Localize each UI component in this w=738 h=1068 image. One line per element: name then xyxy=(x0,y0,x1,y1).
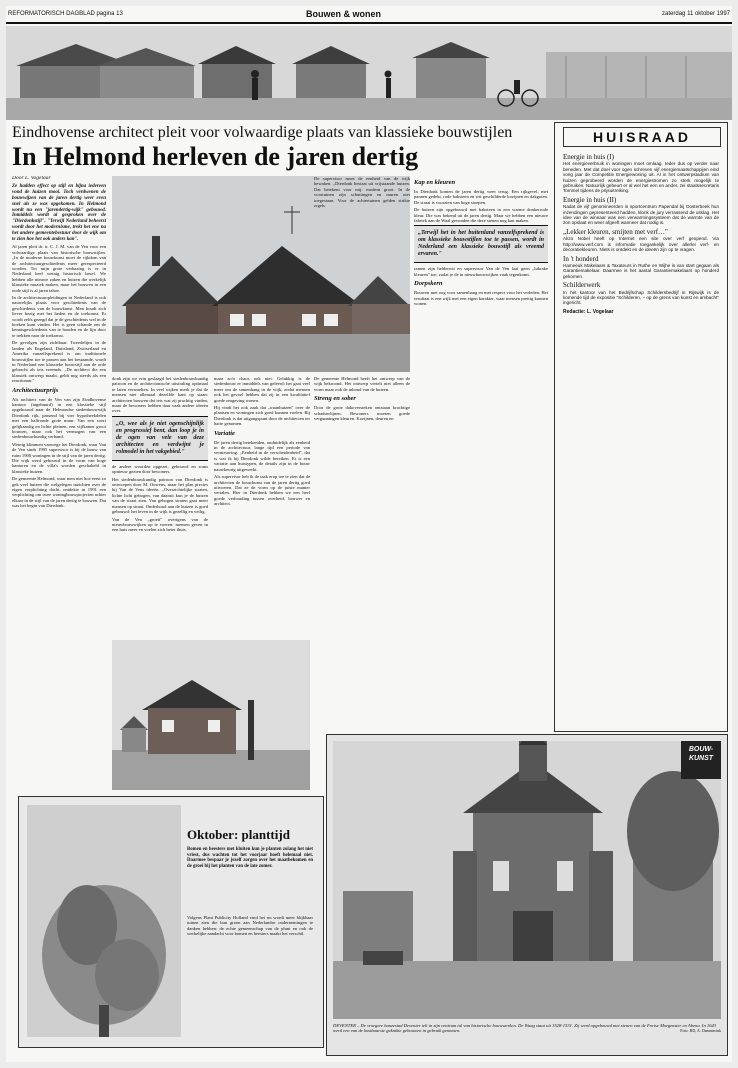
photo-credit: Foto: RD, A. Dammerink xyxy=(680,1028,721,1034)
sidebar-text: Nadat de vijf genomineerden in sportcentrum Papendal bij Oosterbeek hun inzendingen gepresenteerd hadden, klonk de jury verrassend de uitslag. Het idee van de winnaar was een verwarmingssysteem dat de warmte van de zon opslaat en weer afgeeft wanneer dat nodig is. xyxy=(563,204,719,226)
huisraad-sidebar xyxy=(554,122,728,732)
huisraad-logo: HUISRAAD xyxy=(563,127,721,147)
article-column-2 xyxy=(112,376,208,636)
paragraph: De jaren dertig betekenden, onduidelijk als eenheid in de architectuur, lange tijd een periode van vernieuwing. „Eenheid in de verscheidenheid", dat is wat ik bij Dierdonk wilde bereiken. Er is een variatie aan huistypen, de details zijn in de bouw nauwkeurig uitgewerkt. xyxy=(214,439,310,472)
subheading: Dorpskern xyxy=(414,280,443,288)
sidebar-editor: Redactie: L. Vogelaar xyxy=(563,308,614,315)
subheading: Kap en kleuren xyxy=(414,179,456,186)
paragraph: maar zo'n chaos ook niet. Gelukkig is de stedenbouw er inmiddels van geleerd: het gaat veel meer om de samenhang in de wijk, zodat mensen ook het gevoel hebben dat zij in een kwalitatief goede omgeving wonen. xyxy=(214,376,310,403)
banner-illustration xyxy=(6,26,732,120)
paragraph: Als architect van de Ven van zijn Eindhovense kantoor (ingehuurd) in een klassieke stijl opgebouwd naar de Helmondse stedenbouwwijk Dierdonk rijk, passend bij vier hypotheekdelen met een halfronde grote muur. Van een soort gelijkaardig en lichte pleinen, een vijfkamer groot bouwen, maar ook het vermogen van een stedenbouwkundig verband. xyxy=(12,396,106,440)
pull-quote: „Terwijl het in het buitenland vanzelfsprekend is om klassieke bouwstijlen toe te passen, wordt in Nederland een klassieke bouwstijl als vreemd ervaren." xyxy=(414,225,548,263)
paragraph: In Dierdonk komen de jaren dertig weer terug. Een rijkgevel, met pannen gedekt, rode baksteen en wit geschilderde kozijnen en dakgoten. De straat is voorzien van hoge stoepen. xyxy=(414,189,548,205)
subheading: Streng en sober xyxy=(314,395,356,403)
article-column-5 xyxy=(414,176,548,790)
paragraph: De huizen zijn opgebouwd met baksteen in een warme donkerrode kleur. Die was bekend uit de jaren dertig. Maar we hebben een nieuwe fabriek aan de Waal gevonden die deze stenen nog kan maken. xyxy=(414,207,548,224)
paragraph: De supervisor moet de eenheid van de wijk bewaken. „Dierdonk bestaat uit vrijstaande huizen. Dat betekent voor mij: modern groot. In de voortuinen zijn schuttingen en muren niet toegestaan. Voor de achtertuinen gelden strikte regels. xyxy=(314,176,410,209)
article-column-4-top xyxy=(314,176,410,376)
sidebar-text: In het kantoor van het Bedrijfschap Schildersbedrijf in Rijswijk is de komende tijd de expositie "Schilderen, – op de grens van kunst en ambacht" ingericht. xyxy=(563,289,719,306)
sidebar-text: Akzo Nobel heeft op Internet een site over verf geopend. Via http://www.verf.com is informatie toegankelijk over allerlei verf- en decoratiekleuren. Niets is ontdekt en de ideeën zijn op te vragen. xyxy=(563,236,719,253)
header-section: Bouwen & wonen xyxy=(306,9,381,19)
paragraph: De gemeente Helmond heeft het ontwerp van de wijk bekroond. Het ontwerp vertelt niet alleen de vorm maar ook de inhoud van de huizen. xyxy=(314,376,410,392)
sidebar-heading: Schilderwerk xyxy=(563,281,601,290)
paragraph: Weinig klimmen vanwege het Dierdonk, waar Van de Ven sinds 1995 supervisor is bij de bouw van ruim 1900 woningen in de stijl van de jaren dertig. Die wijk werd gebouwd in de vorm van hoge kantoren en de villa's worden geschakeld in klassieke huizen. xyxy=(12,441,106,474)
deventer-photo xyxy=(333,741,721,1019)
sidebar-text: Hameeuk Makelaars & Taxateurs in Ruthe en Wijhe is van start gegaan als Garantiemakelaar. Daarmee is het aantal Garantiemakelaars op honderd gekomen. xyxy=(563,262,719,279)
paragraph: De gevolgen zijn zichtbaar. Tweedelijns in de landen als Engeland, Duitsland, Zwitserland en Amerika vanzelfsprekend is om traditionele bouwstijlen toe te passen aan het bestaande, wordt in Nederland een klassieke bouwstijl aan de orde gebracht als iets vreemds. „De architect die een klassiek ontwerp maakt, geldt nog steeds als een reactionair." xyxy=(12,340,106,384)
subheading: Variatie xyxy=(214,429,235,437)
deventer-caption xyxy=(333,1023,721,1034)
article-column-4 xyxy=(314,376,410,790)
article-kicker: Eindhovense architect pleit voor volwaardige plaats van klassieke bouwstijlen xyxy=(12,124,513,141)
paragraph: In de architectuuropleidingen in Nederland is ook nauwelijks plaats voor geschiedenis van de geschiedenis van de bouwkunst. Men houdt zich liever bezig met het heden en de toekomst. Er wordt zelfs gezegd dat je de geschiedenis wel in de boeken kunt vinden. Het is geen schande om de kennisgeschiedenis van te houden en de lijn door te trekken naar de toekomst. xyxy=(12,295,106,338)
paragraph: Hij vindt het ook zaak dat „traanhuizen" over de plaatsen en woningen zich goed kunnen voelen. Bij Dierdonk is dat uitgangspunt door de architecten ter harte genomen. xyxy=(214,405,310,427)
paragraph: Al jaren pleit dr. ir. C. J. M. van de Ven voor een volwaardige plaats van historische bouwstijlen. „In de moderne bouwkunst moet de rijkdom van de architectuurgeschiedenis meer gerespecteerd worden. Tot mijn grote verbazing is er in Nederland heel weinig historisch besef. We hebben alle nieuwe zaken en huizen die werkelijk klassieke muziek maken, maar het bouwen in een oude stijl is al jaren taboe. xyxy=(12,244,106,293)
article-column-3 xyxy=(214,376,310,636)
sidebar-heading: Energie in huis (I) xyxy=(563,153,614,161)
plant-text: Volgens Plant Publicity Holland vind het nu wordt meer blijkbaar tuinen zien die hun groen aan Nederlandse ondernemingen te danken hebben: de echte gemeenschap van de plant en ook de werkelijke aandacht voor bomen en heesters maakt het verschil. xyxy=(187,915,313,937)
plant-title: Oktober: planttijd xyxy=(187,827,290,842)
paragraph: De gemeente Helmond, waar men niet hoe eerst zo gek veel huizen die welgelegen inzichten over de eigen verplichting dacht, ontdekte in 1991 een verplichting om twee woningbouwprojecten achter elkaar in de stijl van de jaren dertig te bouwen. Dat was het begin van Dierdonk. xyxy=(12,476,106,509)
sidebar-body xyxy=(563,151,719,317)
sidebar-heading: In 't honderd xyxy=(563,254,599,263)
article-lead: Ze hadden effect op stijl en bijna iedereen vond de huizen mooi. Toch verdwenen de bouwwijzen van de jaren dertig weer even snel als ze was opgekomen. In Helmond wordt nu een "jarendertig-wijk" gebouwd. Inmiddels wordt al gesproken over de "Dierdonkstijl". "Terwijl Nederland beheerst wordt door het modernisme, trekt het ene na het andere gemeentebestuur door de wijk om te zien hoe het ook anders kan". xyxy=(12,184,106,242)
paragraph: donk zijn we erin geslaagd het stedenbouwkundig patroon en de architectonische uitstraling optimaal te laten versmelten. In veel wijken merk je dat de mensen niet allemaal dezelfde kant op staan: architecten bouwen dat iets wat zij prachtig vinden, maar de bewoners hebben daar vaak andere ideeën over. xyxy=(112,376,208,414)
villa-photo xyxy=(112,640,310,790)
paragraph: Bouwen met oog voor samenhang en met respect voor het verleden. Het resultaat is een wijk met een eigen karakter, waar mensen prettig kunnen wonen. xyxy=(414,290,548,307)
article-column-1 xyxy=(12,176,106,796)
sidebar-heading: Energie in huis (II) xyxy=(563,195,617,204)
header-date: zaterdag 11 oktober 1997 xyxy=(662,11,730,17)
paragraph: Van de Ven „groeit" overigens van de nieuwbouwwijken op te voeren: mensen geven in een huis meer en voelen zich beter thuis. xyxy=(112,516,208,533)
header-paper-name: REFORMATORISCH DAGBLAD pagina 13 xyxy=(8,11,123,17)
paragraph: ramen zijn helderwit en supervisor Van de Ven laat geen „lukrake kleuren" toe, zodat je de in nieuwbouwwijken vaak tegenkomt. xyxy=(414,266,548,277)
paragraph: Door de grote dakoversteken ontstaan krachtige schaduwlijnen. Bewoners moeten goede vergunningen kleuren. Kozijnen, deuren en xyxy=(314,405,410,422)
byline: Door L. Vogelaar xyxy=(12,176,51,181)
plant-photo xyxy=(27,805,181,1037)
page-header xyxy=(6,6,732,24)
subheading: Architectuurprijs xyxy=(12,386,59,394)
deventer-box xyxy=(326,734,728,1056)
caption-text: DEVENTER – De vroegere hanzestad Deventer telt in zijn centrum tal van historische bouwwerken. De Waag staat uit 1528-1531. Zij werd opgebouwd met stenen van de Fortse Morgenster en Abena. In 1643 werd een van de kostbaarste geknikte gebouwen in gebruik genomen. xyxy=(333,1023,717,1034)
paragraph: Het stedenbouwkundig patroon van Dierdonk is ontworpen door M. Ouwens, maar het plan precies bij Van de Vens ideeën. „Overzichtelijke straten, lichte licht gebogen, van daaruit kun je de huizen van de straat zien. Van gebogen straten gaat meer mensen op straat. Onderhoud aan de huizen is goed gebouwd: het leven in de wijk is gezellig en veilig. xyxy=(112,476,208,515)
bouwkunst-badge: BOUW-KUNST xyxy=(681,741,721,779)
plant-box xyxy=(18,796,324,1048)
paragraph: de andere woorden opgezet, gebouwd en soms opnieuw gezien door bewoners. xyxy=(112,463,208,475)
article-headline: In Helmond herleven de jaren dertig xyxy=(12,142,419,171)
sidebar-text: Het energieverbruik in woningen moet omlaag. Ieder dus op verder naar beneden. Met dat doel voor ogen schreven vijf energiemaatschappijen eind vorig jaar de Competitie Energiewoning uit. Al in het ontwerpstadium van huizen geprobeerd worden de energiestromen zo sterk mogelijk te gebruiken. Natuurlijk gebeurt er al wel het een en ander, zei staatssecretaris Tommel tijdens de prijsuitreiking. xyxy=(563,161,719,194)
newspaper-page xyxy=(6,6,732,1062)
pull-quote: „O, wee als je niet ogenschijnlijk en progressief bent, dan loop je in de ogen van vele van deze architecten en verdwijnt je rolmodel in het vakgebied." xyxy=(112,416,208,461)
paragraph: Als supervisor heb ik de taak erop toe te zien dat de architecten de bouwkunst van de jaren dertig goed uitvoeren. Dat ze de vorm op de juiste manier vertalen. Hier in Dierdonk hebben we een heel goede verhouding tussen overheid, bouwer en architect. xyxy=(214,474,310,507)
sidebar-heading: „Lekker kleuren, smijten met verf…" xyxy=(563,227,668,236)
plant-lead: Bomen en heesters met kluiten kun je planten zolang het niet vriest, dus wachten tot het voorjaar hoeft helemaal niet. Daarmee bespaar je jezelf zorgen over het maatbekomen en de groei bij het planten van de late zomer. xyxy=(187,847,313,869)
